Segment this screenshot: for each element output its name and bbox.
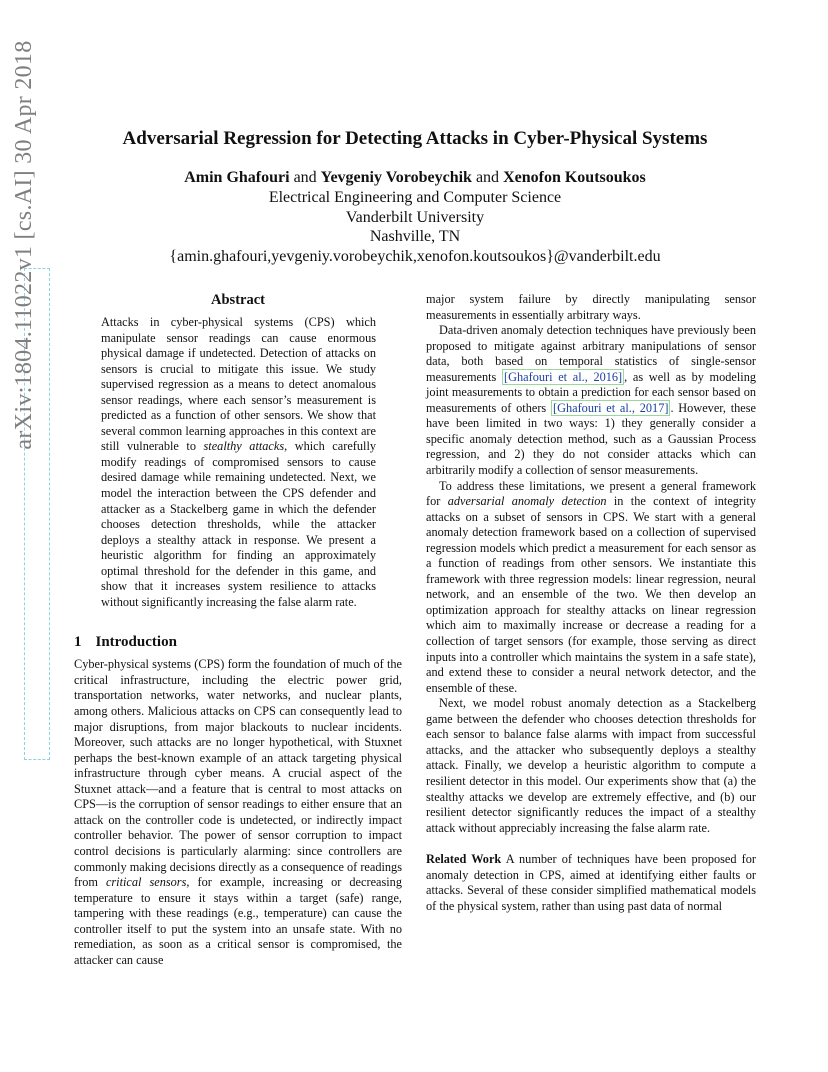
author-separator: and [293,169,317,186]
paper-title: Adversarial Regression for Detecting Attacks in Cyber-Physical Systems [122,128,708,149]
left-column [74,292,402,968]
affiliation-department: Electrical Engineering and Computer Science [268,189,562,206]
intro-emphasis: adversarial anomaly detection [447,494,607,509]
section-title: Introduction [95,634,177,651]
intro-paragraph: Cyber-physical systems (CPS) form the foundation of much of the critical infrastructure, including the electric power grid, transportation networks, water networks, and nuclear plants, among others. Malicious attacks on CPS can consequently lead to major disruptions, from major blackouts to nuclear incidents. Moreover, such attacks are no longer hypothetical, with Stuxnet perhaps the best-known example of an attack targeting physical infrastructure through cyber means. A crucial aspect of the Stuxnet attack—and a feature that is central to most attacks on CPS—is the corruption of sensor readings to either ensure that an attack on the controller code is undetected, or indirectly impact controller behavior. The power of sensor corruption to impact control decisions is particularly alarming: since controllers are commonly making decisions directly as a consequence of readings from critical sensors, for example, increasing or decreasing temperature to ensure it stays within a target (safe) range, tampering with these readings (e.g., temperature) can cause the controller itself to put the system into an unsafe state. With no remediation, as soon as a critical sensor is compromised, the attacker can cause [74,657,402,967]
citation-link[interactable]: [Ghafouri et al., 2016] [504,369,623,384]
affiliation-university: Vanderbilt University [345,208,485,226]
citation-link[interactable]: [Ghafouri et al., 2017] [553,400,669,415]
intro-paragraph-continued: major system failure by directly manipulating sensor measurements in essentially arbitrary ways. [426,292,756,322]
author-emails[interactable]: {amin.ghafouri,yevgeniy.vorobeychik,xenofon.koutsoukos}@vanderbilt.edu [169,247,661,265]
intro-paragraph: To address these limitations, we present a general framework for adversarial anomaly detection in the context of integrity attacks on a subset of sensors in CPS. We start with a general anomaly detection framework based on a collection of supervised regression models which predict a measurement for each sensor as a function of readings from other sensors. We instantiate this framework with three regression models: linear regression, neural network, and an ensemble of the two. We then develop an optimization approach for stealthy attacks on linear regression which aim to maximally increase or decrease a reading for a collection of target sensors (for example, those serving as direct inputs into a controller which maintains the system in a safe state), and extend these to consider a neural network detector, and the ensemble of these. [426,478,756,695]
right-column [426,292,756,914]
section-number: 1 [74,634,82,651]
intro-emphasis: critical sensors [105,875,187,890]
author-1: Amin Ghafouri [184,169,290,186]
author-2: Yevgeniy Vorobeychik [320,169,472,186]
intro-paragraph: Data-driven anomaly detection techniques have previously been proposed to mitigate against arbitrary manipulations of sensor data, both based on temporal statistics of single-sensor measurements [Ghafouri et al., 2016] , as well as by modeling joint measurements to obtain a prediction for each sensor based on measurements of others [Ghafouri et al., 2017] . However, these have been limited in two ways: 1) they generally consider a specific anomaly detection method, such as a Gaussian Process regression, and 2) they do not consider attacks which can arbitrarily modify a collection of sensor measurements. [426,323,757,478]
author-separator: and [475,169,500,186]
intro-paragraph: Next, we model robust anomaly detection as a Stackelberg game between the defender who chooses detection thresholds for each sensor to balance false alarms with impact from successful attacks, and the attacker who subsequently deploys a stealthy attack. Finally, we develop a heuristic algorithm to compute a resilient detector in this model. Our experiments show that (a) the stealthy attacks we develop are extremely effective, and (b) our resilient detector significantly reduces the impact of a stealthy attack without appreciably increasing the false alarm rate. [426,696,756,835]
section-heading-introduction [74,634,402,651]
author-3: Xenofon Koutsoukos [503,169,646,186]
related-work-paragraph: Related Work A number of techniques have been proposed for anomaly detection in CPS, aimed at identifying either faults or attacks. Several of these consider simplified mathematical models of the physical system, rather than using past data of normal [426,852,756,913]
abstract-heading: Abstract [211,292,265,308]
affiliation-block [40,188,790,266]
abstract-emphasis: stealthy attacks [203,439,285,454]
arxiv-identifier[interactable]: arXiv:1804.11022v1 [cs.AI] 30 Apr 2018 [11,40,37,450]
affiliation-city: Nashville, TN [369,228,461,245]
abstract-text: Attacks in cyber-physical systems (CPS) which manipulate sensor readings can cause enormous physical damage if undetected. Detection of attacks on sensors is crucial to mitigate this issue. We study supervised regression as a means to detect anomalous sensor readings, where each sensor’s measurement is predicted as a function of other sensors. We show that several common learning approaches in this context are still vulnerable to stealthy attacks, which carefully modify readings of compromised sensors to cause desired damage while remaining undetected. Next, we model the interaction between the CPS defender and attacker as a Stackelberg game in which the defender chooses detection thresholds, while the attacker deploys a stealthy attack in response. We present a heuristic algorithm for finding an approximately optimal threshold for the defender in this game, and show that it increases system resilience to attacks without significantly increasing the false alarm rate. [101,315,377,609]
author-list [40,169,790,187]
related-work-heading: Related Work [426,852,502,867]
